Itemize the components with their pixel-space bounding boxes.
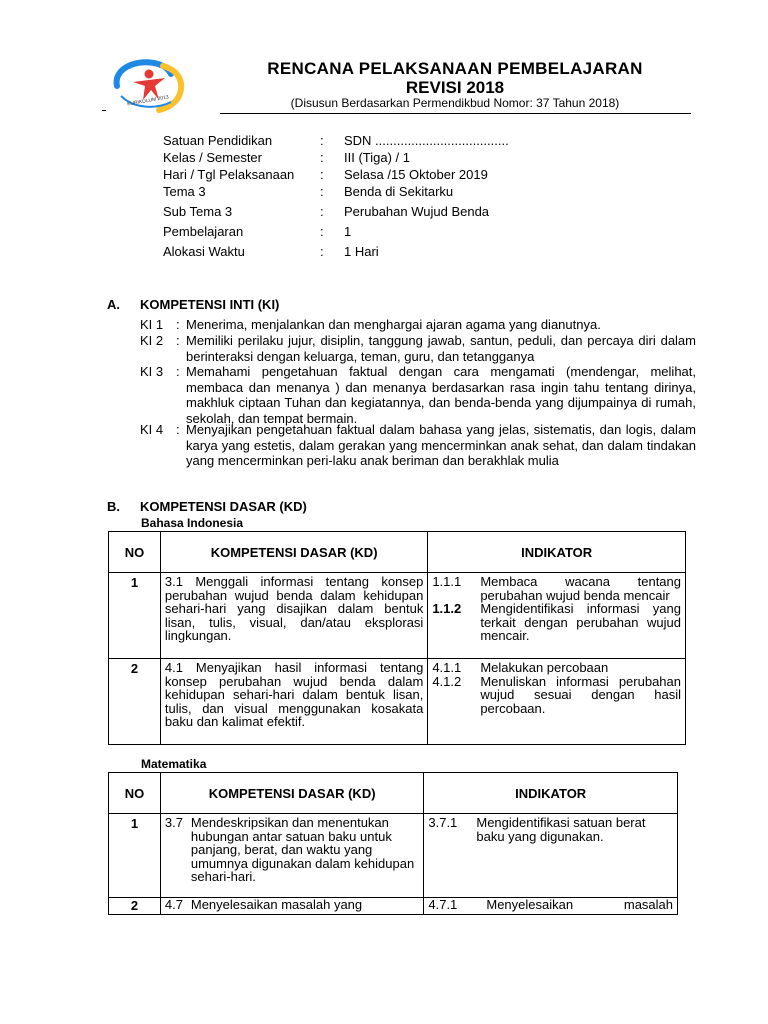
info-colon: : xyxy=(320,244,324,259)
ki-colon: : xyxy=(176,333,180,348)
ki-label: KI 4 xyxy=(140,422,164,437)
indicator-text: Membaca wacana tentang perubahan wujud benda mencair xyxy=(480,574,681,603)
section-b-letter: B. xyxy=(107,499,120,514)
info-label: Tema 3 xyxy=(163,184,206,199)
kd-text: Menyelesaikan masalah yang xyxy=(190,897,363,912)
info-value: Benda di Sekitarku xyxy=(344,184,454,199)
document-note: (Disusun Berdasarkan Permendikbud Nomor: 37 Tahun 2018) xyxy=(290,96,620,110)
indicator-text: Menuliskan informasi perubahan wujud sesuai dengan hasil percobaan. xyxy=(480,673,681,716)
info-label: Alokasi Waktu xyxy=(163,244,245,259)
indicator-cell xyxy=(428,659,686,745)
decorative-dash xyxy=(102,110,106,111)
info-value: 1 xyxy=(344,224,352,239)
info-value: Perubahan Wujud Benda xyxy=(344,204,490,219)
kd-cell xyxy=(160,898,424,915)
section-b-title: KOMPETENSI DASAR (KD) xyxy=(140,499,307,514)
header-no: NO xyxy=(109,773,161,814)
info-label: Kelas / Semester xyxy=(163,150,262,165)
info-label: Hari / Tgl Pelaksanaan xyxy=(163,167,295,182)
ki-label: KI 2 xyxy=(140,333,164,348)
section-a-letter: A. xyxy=(107,297,120,312)
kurikulum-2013-logo xyxy=(103,56,193,118)
indicator-cell xyxy=(428,573,686,659)
info-label: Pembelajaran xyxy=(163,224,244,239)
header-kd: KOMPETENSI DASAR (KD) xyxy=(160,773,424,814)
info-label: Sub Tema 3 xyxy=(163,204,233,219)
row-no: 1 xyxy=(109,573,161,659)
indicator-number: 3.7.1 xyxy=(428,815,458,830)
indicator-item xyxy=(432,575,681,602)
header-kd: KOMPETENSI DASAR (KD) xyxy=(160,532,427,573)
row-no: 2 xyxy=(109,898,161,915)
indicator-number: 4.1.2 xyxy=(432,673,462,689)
kd-item xyxy=(165,816,420,884)
ki-colon: : xyxy=(176,422,180,437)
document-subtitle: REVISI 2018 xyxy=(405,78,505,97)
indicator-number: 4.7.1 xyxy=(428,897,458,912)
kd-cell: 4.1 Menyajikan hasil informasi tentang konsep perubahan wujud benda dalam kehidupan sehari-hari dalam bentuk lisan, tulis, dan visual menggunakan kosakata baku dan kalimat efektif. xyxy=(160,659,427,745)
row-no: 2 xyxy=(109,659,161,745)
header-no: NO xyxy=(109,532,161,573)
info-colon: : xyxy=(320,184,324,199)
indicator-number: 4.1.1 xyxy=(432,660,462,675)
ki-label: KI 3 xyxy=(140,364,164,379)
indicator-text: Melakukan percobaan xyxy=(480,660,609,675)
section-a-title: KOMPETENSI INTI (KI) xyxy=(140,297,280,312)
info-value: III (Tiga) / 1 xyxy=(344,150,410,165)
kd-cell: 3.1 Menggali informasi tentang konsep perubahan wujud benda dalam kehidupan sehari-hari yang disajikan dalam bentuk lisan, tulis, visual, dan/atau eksplorasi lingkungan. xyxy=(160,573,427,659)
kd-number: 4.7 xyxy=(164,897,183,912)
header-indikator: INDIKATOR xyxy=(424,773,678,814)
kd-number: 3.7 xyxy=(164,815,183,830)
indicator-text: Mengidentifikasi informasi yang terkait dengan perubahan wujud mencair. xyxy=(480,601,681,643)
ki-colon: : xyxy=(176,317,180,332)
header-divider xyxy=(220,113,691,114)
kd-table-bahasa xyxy=(108,531,686,745)
table-row xyxy=(109,898,678,915)
ki-colon: : xyxy=(176,364,180,379)
table-row xyxy=(109,814,678,898)
kd-text: Mendeskripsikan dan menentukan hubungan antar satuan baku untuk panjang, berat, dan waktu yang umumnya digunakan dalam kehidupan sehari-hari. xyxy=(190,815,415,884)
indicator-item xyxy=(432,602,681,643)
info-colon: : xyxy=(320,224,324,239)
info-colon: : xyxy=(320,167,324,182)
info-label: Satuan Pendidikan xyxy=(163,133,273,148)
logo-text: KURIKULUM 2013 xyxy=(126,94,170,108)
indicator-number: 1.1.1 xyxy=(432,574,462,589)
table-header-row xyxy=(109,773,678,814)
ki-text: Menerima, menjalankan dan menghargai ajaran agama yang dianutnya. xyxy=(186,317,601,332)
indicator-item xyxy=(428,898,673,912)
info-colon: : xyxy=(320,133,324,148)
indicator-text: Menyelesaikan masalah xyxy=(486,897,673,912)
table-row xyxy=(109,659,686,745)
info-colon: : xyxy=(320,204,324,219)
subject-bahasa-indonesia: Bahasa Indonesia xyxy=(141,516,244,530)
ki-text: Menyajikan pengetahuan faktual dalam bahasa yang jelas, sistematis, dan logis, dalam karya yang estetis, dalam gerakan yang mencerminkan anak sehat, dan dalam tindakan yang mencerminkan peri-laku anak beriman dan berakhlak mulia xyxy=(186,422,696,468)
ki-label: KI 1 xyxy=(140,317,164,332)
header-indikator: INDIKATOR xyxy=(428,532,686,573)
ki-text: Memiliki perilaku jujur, disiplin, tanggung jawab, santun, peduli, dan percaya diri dalam berinteraksi dengan keluarga, teman, guru, dan tetangganya xyxy=(186,333,696,364)
indicator-item xyxy=(432,661,681,675)
indicator-number: 1.1.2 xyxy=(432,601,462,616)
info-colon: : xyxy=(320,150,324,165)
info-value: Selasa /15 Oktober 2019 xyxy=(344,167,488,182)
info-value: 1 Hari xyxy=(344,244,379,259)
ki-text: Memahami pengetahuan faktual dengan cara mengamati (mendengar, melihat, membaca dan menanya ) dan menanya berdasarkan rasa ingin tahu tentang dirinya, makhluk ciptaan Tuhan dan kegiatannya, dan benda-benda yang dijumpainya di rumah, sekolah, dan tempat bermain. xyxy=(186,364,696,426)
kd-table-matematika xyxy=(108,772,678,915)
indicator-cell xyxy=(424,814,678,898)
document-title: RENCANA PELAKSANAAN PEMBELAJARAN xyxy=(267,59,643,78)
kd-item xyxy=(165,898,420,912)
indicator-text: Mengidentifikasi satuan berat baku yang digunakan. xyxy=(476,815,646,844)
kd-cell xyxy=(160,814,424,898)
subject-matematika: Matematika xyxy=(141,757,207,771)
info-value: SDN ..................................... xyxy=(344,133,509,148)
table-header-row xyxy=(109,532,686,573)
table-row xyxy=(109,573,686,659)
row-no: 1 xyxy=(109,814,161,898)
indicator-cell xyxy=(424,898,678,915)
indicator-item xyxy=(428,816,673,843)
indicator-item xyxy=(432,675,681,716)
